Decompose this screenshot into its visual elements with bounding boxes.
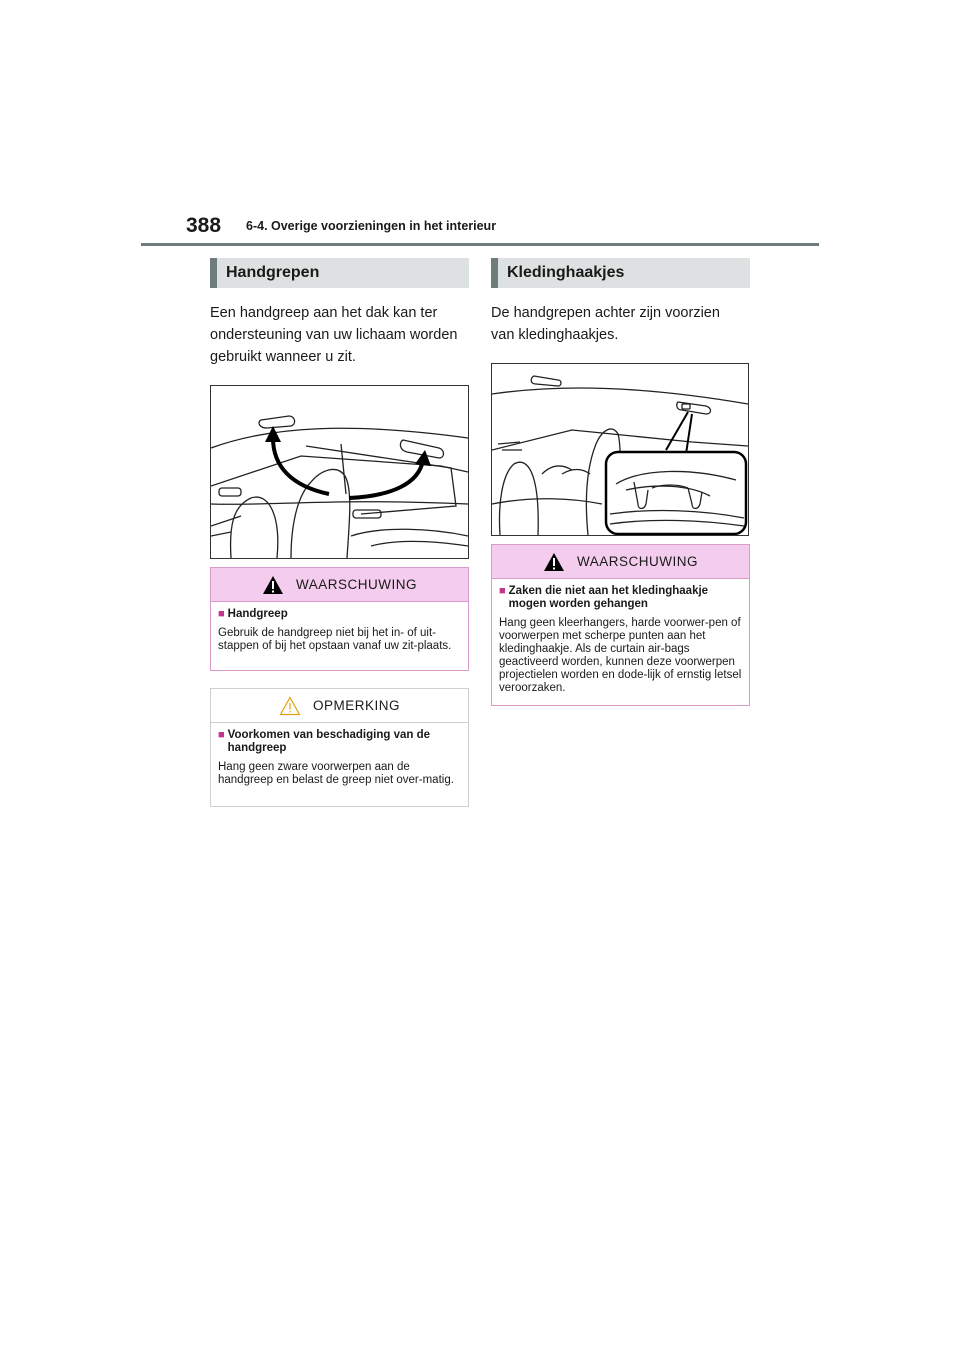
warning-item-title-text: Handgreep [227,608,288,620]
intro-text: De handgrepen achter zijn voorzien van kledinghaakjes. [491,305,720,343]
note-item-title [218,729,461,755]
warning-triangle-icon [262,575,284,595]
warning-body [211,602,468,662]
warning-box-handgreep [210,567,469,671]
square-bullet-icon: ■ [218,729,225,741]
heading-handgrepen: Handgrepen [210,258,469,288]
warning-item-title-text: Zaken die niet aan het kledinghaakje mogen worden gehangen [508,585,709,610]
warning-triangle-icon [543,552,565,572]
warning-item-text: Hang geen kleerhangers, harde voorwer-pen of voorwerpen met scherpe punten aan het kledinghaakje. Als de curtain air-bags geactiveerd worden, kunnen deze voorwerpen projectielen worden en dode-lijk of ernstig letsel veroorzaken. [499,617,742,694]
handgrip-illustration [210,385,469,559]
left-column [210,258,469,807]
warning-item-title [218,608,461,621]
car-interior-hook-drawing [492,364,748,535]
warning-box-kledinghaakje [491,544,750,706]
note-item-text: Hang geen zware voorwerpen aan de handgreep en belast de greep niet over-matig. [218,761,454,786]
warning-header [211,568,468,602]
note-body [211,723,468,796]
note-box-handgreep [210,688,469,807]
warning-body [492,579,749,704]
clothes-hook-illustration [491,363,749,536]
heading-kledinghaakjes: Kledinghaakjes [491,258,750,288]
warning-title: WAARSCHUWING [577,554,698,569]
note-header [211,689,468,723]
header-divider [141,243,819,246]
square-bullet-icon: ■ [499,585,506,597]
car-interior-grip-drawing [211,386,468,558]
warning-item-title [499,585,742,611]
right-column [491,258,750,706]
note-title: OPMERKING [312,698,400,713]
section-title: 6-4. Overige voorzieningen in het interieur [246,219,497,233]
page-number: 388 [186,214,222,237]
note-item-title-text: Voorkomen van beschadiging van de handgreep [227,729,431,754]
intro-text: Een handgreep aan het dak kan ter ondersteuning van uw lichaam worden gebruikt wanneer u zit. [210,305,458,365]
caution-outline-icon [279,696,301,716]
warning-item-text: Gebruik de handgreep niet bij het in- of uit-stappen of bij het opstaan vanaf uw zit-plaats. [218,627,452,652]
warning-title: WAARSCHUWING [296,577,417,592]
square-bullet-icon: ■ [218,608,225,620]
warning-header [492,545,749,579]
